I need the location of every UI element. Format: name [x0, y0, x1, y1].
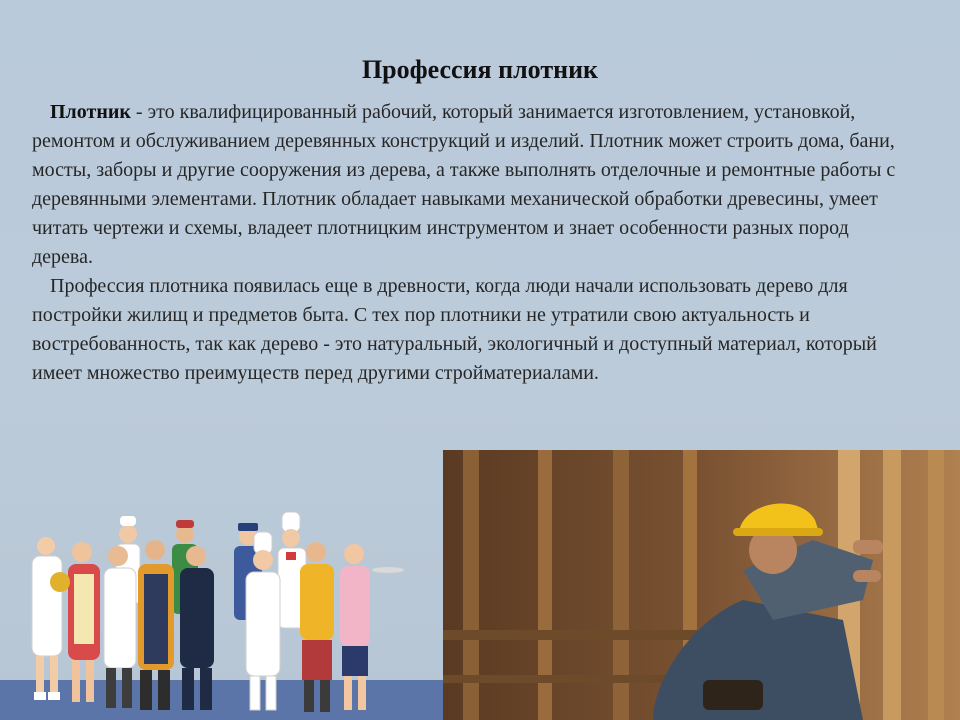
worker-nurse [32, 537, 62, 700]
worker-waitress [340, 544, 404, 710]
slide-body [32, 98, 912, 388]
slide-title: Профессия плотник [361, 55, 599, 84]
worker-cook-yellow [300, 542, 334, 712]
paragraph-1 [32, 98, 912, 272]
worker-baker [104, 546, 136, 708]
worker-builder [180, 546, 214, 710]
carpenter-photo [443, 450, 960, 720]
term-carpenter: Плотник [50, 101, 131, 123]
paragraph-1-text: - это квалифицированный рабочий, который занимается изготовлением, установкой, ремонтом и обслуживанием деревянных конструкций и изделий. Плотник может строить дома, бани, мосты, заборы и другие сооружения из дерева, а также выполнять отделочные и ремонтные работы с деревянными элементами. Плотник обладает навыками механической обработки древесины, умеет читать чертежи и схемы, владеет плотницким инструментом и знает особенности разных пород дерева. [32, 101, 896, 268]
paragraph-2: Профессия плотника появилась еще в древности, когда люди начали использовать дерево для постройки жилищ и предметов быта. С тех пор плотники не утратили свою актуальность и востребованность, так как дерево - это натуральный, экологичный и доступный материал, который имеет множество преимуществ перед другими стройматериалами. [32, 275, 877, 384]
workers-illustration [20, 512, 410, 720]
worker-fishmonger [138, 540, 174, 710]
